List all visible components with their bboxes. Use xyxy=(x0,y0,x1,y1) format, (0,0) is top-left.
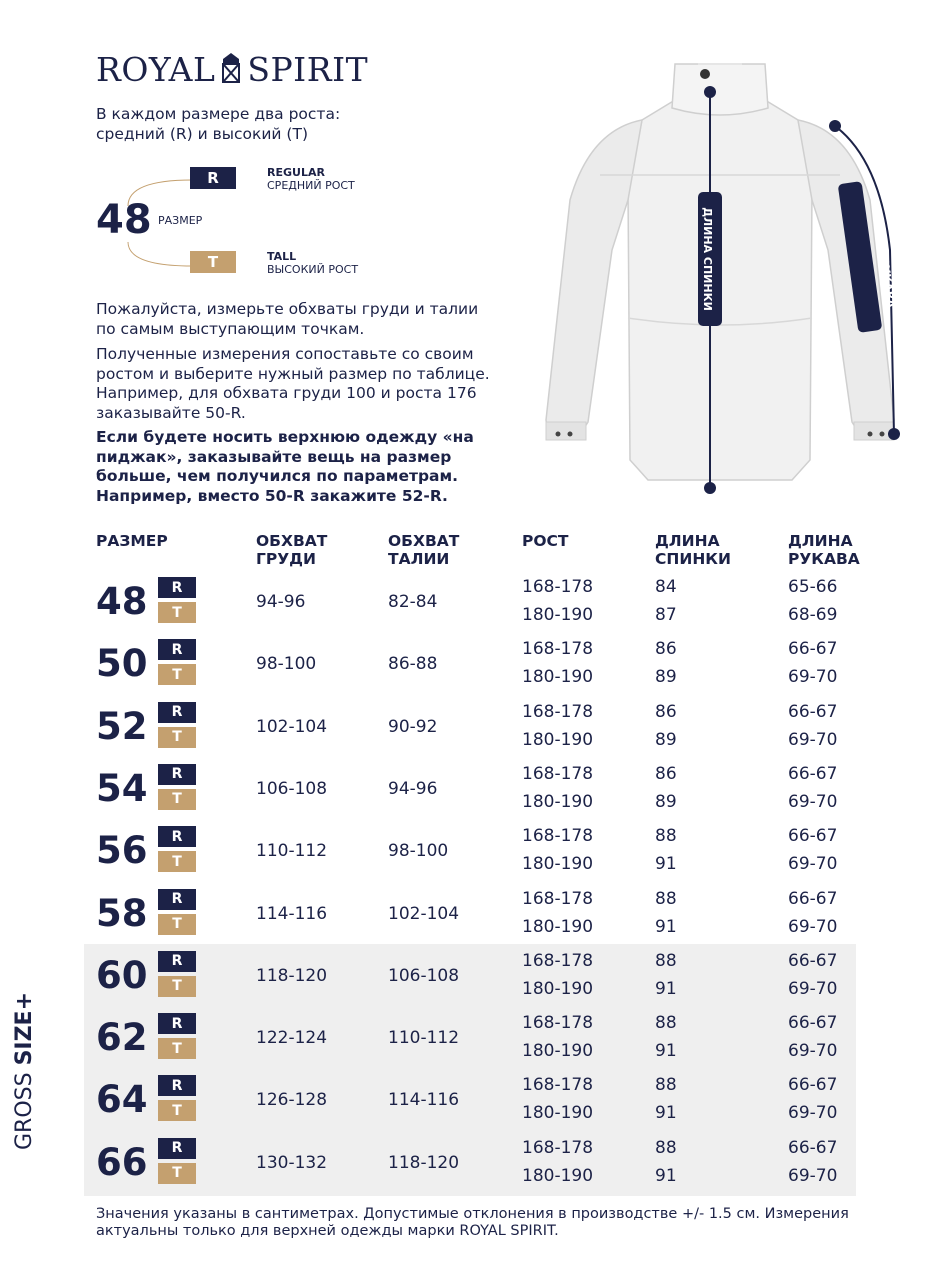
cell-waist: 94-96 xyxy=(388,778,438,799)
cell-sleeve-regular: 66-67 xyxy=(788,1137,838,1158)
cell-height-tall: 180-190 xyxy=(522,791,594,812)
tall-chip: T xyxy=(158,789,196,810)
tall-chip: T xyxy=(158,602,196,623)
cell-sleeve-tall: 69-70 xyxy=(788,667,838,688)
intro-text: В каждом размере два роста: средний (R) и высокий (T) xyxy=(96,105,341,143)
regular-chip: R xyxy=(158,951,196,972)
gross-size-plus-label: GROSS SIZE+ xyxy=(12,991,37,1150)
cell-sleeve-tall: 69-70 xyxy=(788,1041,838,1062)
size-number: 62 xyxy=(96,1016,148,1060)
cell-height-regular: 168-178 xyxy=(522,1075,594,1096)
size-number: 60 xyxy=(96,953,148,997)
cell-chest: 102-104 xyxy=(256,716,328,737)
cell-height-regular: 168-178 xyxy=(522,1013,594,1034)
size-number: 58 xyxy=(96,891,148,935)
cell-height-tall: 180-190 xyxy=(522,978,594,999)
cell-height-regular: 168-178 xyxy=(522,950,594,971)
regular-chip: R xyxy=(158,764,196,785)
header-height: РОСТ xyxy=(522,532,569,550)
cell-height-tall: 180-190 xyxy=(522,729,594,750)
legend-regular-text: REGULAR СРЕДНИЙ РОСТ xyxy=(267,166,355,192)
table-row xyxy=(0,574,950,636)
regular-chip: R xyxy=(158,1013,196,1034)
cell-back-regular: 88 xyxy=(655,826,677,847)
cell-waist: 102-104 xyxy=(388,903,460,924)
legend-size-label: РАЗМЕР xyxy=(158,214,203,227)
cell-back-tall: 87 xyxy=(655,605,677,625)
cell-chest: 122-124 xyxy=(256,1028,328,1049)
cell-waist: 114-116 xyxy=(388,1090,460,1111)
tall-chip: T xyxy=(158,727,196,748)
cell-chest: 94-96 xyxy=(256,592,306,612)
instruction-over-jacket: Если будете носить верхнюю одежду «на пиджак», заказывайте вещь на размер больше, чем получился по параметрам. Например, вместо 50-R закажите 52-R. xyxy=(96,428,474,505)
crest-icon xyxy=(219,51,243,85)
cell-sleeve-tall: 68-69 xyxy=(788,605,838,625)
header-sleeve-length: ДЛИНА РУКАВА xyxy=(788,532,860,568)
cell-back-regular: 86 xyxy=(655,763,677,784)
cell-sleeve-tall: 69-70 xyxy=(788,1103,838,1124)
cell-back-regular: 86 xyxy=(655,701,677,722)
cell-sleeve-regular: 66-67 xyxy=(788,701,838,722)
cell-height-tall: 180-190 xyxy=(522,605,594,625)
regular-chip: R xyxy=(158,1075,196,1096)
cell-sleeve-regular: 66-67 xyxy=(788,1075,838,1096)
cell-chest: 98-100 xyxy=(256,654,317,675)
legend-tall-chip: T xyxy=(190,251,236,273)
cell-sleeve-tall: 69-70 xyxy=(788,791,838,812)
jacket-diagram xyxy=(530,50,910,510)
regular-chip: R xyxy=(158,1138,196,1159)
instruction-compare: Полученные измерения сопоставьте со своим ростом и выберите нужный размер по таблице. Например, для обхвата груди 100 и роста 176 заказывайте 50-R. xyxy=(96,345,490,422)
cell-height-regular: 168-178 xyxy=(522,888,594,909)
sleeve-length-label: ДЛИНА РУКАВА xyxy=(871,207,898,309)
cell-height-tall: 180-190 xyxy=(522,1165,594,1186)
tall-chip: T xyxy=(158,1038,196,1059)
tall-chip: T xyxy=(158,851,196,872)
cell-back-tall: 91 xyxy=(655,978,677,999)
legend-regular-chip: R xyxy=(190,167,236,189)
cell-back-tall: 91 xyxy=(655,1165,677,1186)
brand-name-right: SPIRIT xyxy=(247,50,369,89)
table-row xyxy=(0,823,950,885)
cell-back-tall: 89 xyxy=(655,729,677,750)
footer-note: Значения указаны в сантиметрах. Допустимые отклонения в производстве +/- 1.5 см. Измерения актуальны только для верхней одежды марки ROYAL SPIRIT. xyxy=(96,1206,849,1239)
table-row xyxy=(0,948,950,1010)
table-row xyxy=(0,1010,950,1072)
legend-size-number: 48 xyxy=(96,197,152,243)
cell-height-regular: 168-178 xyxy=(522,763,594,784)
tall-chip: T xyxy=(158,1100,196,1121)
size-number: 56 xyxy=(96,829,148,873)
instruction-measure: Пожалуйста, измерьте обхваты груди и талии по самым выступающим точкам. xyxy=(96,300,479,338)
regular-chip: R xyxy=(158,577,196,598)
cell-sleeve-regular: 66-67 xyxy=(788,888,838,909)
cell-sleeve-tall: 69-70 xyxy=(788,916,838,937)
cell-height-regular: 168-178 xyxy=(522,1137,594,1158)
regular-chip: R xyxy=(158,702,196,723)
regular-chip: R xyxy=(158,826,196,847)
header-chest: ОБХВАТ ГРУДИ xyxy=(256,532,328,568)
cell-height-tall: 180-190 xyxy=(522,916,594,937)
cell-sleeve-regular: 66-67 xyxy=(788,763,838,784)
size-number: 52 xyxy=(96,704,148,748)
header-back-length: ДЛИНА СПИНКИ xyxy=(655,532,731,568)
cell-back-regular: 84 xyxy=(655,577,677,597)
cell-waist: 110-112 xyxy=(388,1028,460,1049)
cell-sleeve-regular: 65-66 xyxy=(788,577,838,597)
cell-sleeve-regular: 66-67 xyxy=(788,826,838,847)
table-row xyxy=(0,699,950,761)
cell-waist: 106-108 xyxy=(388,965,460,986)
tall-chip: T xyxy=(158,664,196,685)
cell-sleeve-tall: 69-70 xyxy=(788,1165,838,1186)
table-row xyxy=(0,1072,950,1134)
cell-back-regular: 88 xyxy=(655,888,677,909)
cell-back-regular: 86 xyxy=(655,639,677,660)
cell-waist: 82-84 xyxy=(388,592,438,612)
size-number: 50 xyxy=(96,642,148,686)
header-waist: ОБХВАТ ТАЛИИ xyxy=(388,532,460,568)
cell-back-tall: 89 xyxy=(655,667,677,688)
size-number: 48 xyxy=(96,580,148,623)
tall-chip: T xyxy=(158,914,196,935)
cell-back-tall: 91 xyxy=(655,1041,677,1062)
cell-waist: 86-88 xyxy=(388,654,438,675)
regular-chip: R xyxy=(158,639,196,660)
cell-waist: 90-92 xyxy=(388,716,438,737)
cell-back-regular: 88 xyxy=(655,1013,677,1034)
cell-chest: 130-132 xyxy=(256,1152,328,1173)
cell-sleeve-tall: 69-70 xyxy=(788,729,838,750)
regular-chip: R xyxy=(158,889,196,910)
cell-sleeve-tall: 69-70 xyxy=(788,978,838,999)
cell-height-tall: 180-190 xyxy=(522,854,594,875)
cell-chest: 126-128 xyxy=(256,1090,328,1111)
cell-waist: 98-100 xyxy=(388,841,449,862)
cell-chest: 106-108 xyxy=(256,778,328,799)
cell-back-regular: 88 xyxy=(655,950,677,971)
table-row xyxy=(0,886,950,948)
cell-sleeve-regular: 66-67 xyxy=(788,639,838,660)
cell-back-regular: 88 xyxy=(655,1075,677,1096)
tall-chip: T xyxy=(158,1163,196,1184)
cell-chest: 118-120 xyxy=(256,965,328,986)
cell-back-tall: 91 xyxy=(655,854,677,875)
cell-back-tall: 91 xyxy=(655,1103,677,1124)
cell-back-tall: 89 xyxy=(655,791,677,812)
legend-tall-text: TALL ВЫСОКИЙ РОСТ xyxy=(267,250,359,276)
cell-height-regular: 168-178 xyxy=(522,577,594,597)
cell-height-tall: 180-190 xyxy=(522,1041,594,1062)
cell-back-regular: 88 xyxy=(655,1137,677,1158)
cell-sleeve-tall: 69-70 xyxy=(788,854,838,875)
size-number: 66 xyxy=(96,1140,148,1184)
cell-height-tall: 180-190 xyxy=(522,1103,594,1124)
size-number: 54 xyxy=(96,766,148,810)
table-row xyxy=(0,636,950,698)
tall-chip: T xyxy=(158,976,196,997)
cell-chest: 114-116 xyxy=(256,903,328,924)
brand-name-left: ROYAL xyxy=(96,50,216,89)
cell-height-regular: 168-178 xyxy=(522,826,594,847)
header-size: РАЗМЕР xyxy=(96,532,168,550)
table-row xyxy=(0,1135,950,1197)
brand-logo xyxy=(96,50,368,89)
cell-height-regular: 168-178 xyxy=(522,639,594,660)
table-row xyxy=(0,761,950,823)
cell-height-tall: 180-190 xyxy=(522,667,594,688)
cell-sleeve-regular: 66-67 xyxy=(788,950,838,971)
back-length-label: ДЛИНА СПИНКИ xyxy=(701,207,715,311)
cell-waist: 118-120 xyxy=(388,1152,460,1173)
size-number: 64 xyxy=(96,1078,148,1122)
cell-height-regular: 168-178 xyxy=(522,701,594,722)
cell-back-tall: 91 xyxy=(655,916,677,937)
cell-chest: 110-112 xyxy=(256,841,328,862)
cell-sleeve-regular: 66-67 xyxy=(788,1013,838,1034)
